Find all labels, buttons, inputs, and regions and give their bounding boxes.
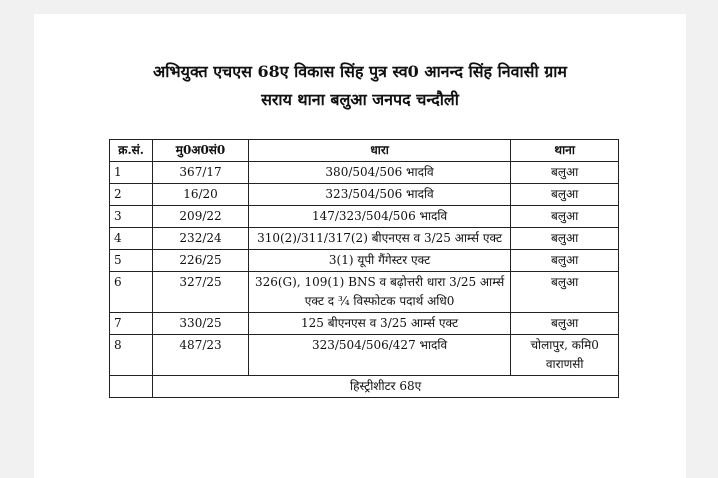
cell-sections: 3(1) यूपी गैंगेस्टर एक्ट <box>248 250 511 272</box>
footer-blank-cell <box>110 376 153 398</box>
cell-police-station: बलुआ <box>511 206 619 228</box>
cell-sections: 147/323/504/506 भादवि <box>248 206 511 228</box>
cell-case-number: 327/25 <box>153 272 249 313</box>
cell-case-number: 209/22 <box>153 206 249 228</box>
cell-case-number: 487/23 <box>153 335 249 376</box>
table-row <box>110 272 619 313</box>
cell-case-number: 232/24 <box>153 228 249 250</box>
table-row <box>110 250 619 272</box>
cell-sections: 125 बीएनएस व 3/25 आर्म्स एक्ट <box>248 313 511 335</box>
cell-sections: 380/504/506 भादवि <box>248 162 511 184</box>
cell-police-station: चोलापुर, कमि0 वाराणसी <box>511 335 619 376</box>
table-row <box>110 313 619 335</box>
table-header-row <box>110 140 619 162</box>
cell-serial-number: 6 <box>110 272 153 313</box>
cell-police-station: बलुआ <box>511 228 619 250</box>
criminal-cases-table <box>109 139 619 398</box>
cell-case-number: 367/17 <box>153 162 249 184</box>
table-row <box>110 206 619 228</box>
table-footer-row <box>110 376 619 398</box>
cell-serial-number: 4 <box>110 228 153 250</box>
cell-police-station: बलुआ <box>511 272 619 313</box>
header-police-station: थाना <box>511 140 619 162</box>
cell-sections: 310(2)/311/317(2) बीएनएस व 3/25 आर्म्स एक्ट <box>248 228 511 250</box>
document-heading <box>34 58 686 114</box>
cell-sections: 323/504/506/427 भादवि <box>248 335 511 376</box>
table-row <box>110 184 619 206</box>
cell-police-station: बलुआ <box>511 313 619 335</box>
heading-line-2: सराय थाना बलुआ जनपद चन्दौली <box>261 90 459 109</box>
heading-line-1: अभियुक्त एचएस 68ए विकास सिंह पुत्र स्व0 आनन्द सिंह निवासी ग्राम <box>153 62 567 81</box>
header-sections: धारा <box>248 140 511 162</box>
cell-case-number: 330/25 <box>153 313 249 335</box>
cell-sections: 326(G), 109(1) BNS व बढ़ोत्तरी धारा 3/25 आर्म्स एक्ट द ¾ विस्फोटक पदार्थ अधि0 <box>248 272 511 313</box>
cell-serial-number: 3 <box>110 206 153 228</box>
cell-sections: 323/504/506 भादवि <box>248 184 511 206</box>
table-row <box>110 162 619 184</box>
history-sheeter-label: हिस्ट्रीशीटर 68ए <box>153 376 619 398</box>
cell-case-number: 16/20 <box>153 184 249 206</box>
header-serial-number: क्र.सं. <box>110 140 153 162</box>
header-case-number: मु0अ0सं0 <box>153 140 249 162</box>
cell-serial-number: 5 <box>110 250 153 272</box>
cell-serial-number: 1 <box>110 162 153 184</box>
cell-police-station: बलुआ <box>511 250 619 272</box>
table-row <box>110 335 619 376</box>
cell-police-station: बलुआ <box>511 184 619 206</box>
document-page <box>34 14 686 478</box>
cell-case-number: 226/25 <box>153 250 249 272</box>
cell-serial-number: 8 <box>110 335 153 376</box>
table-row <box>110 228 619 250</box>
cell-serial-number: 7 <box>110 313 153 335</box>
cell-serial-number: 2 <box>110 184 153 206</box>
cell-police-station: बलुआ <box>511 162 619 184</box>
table-body <box>110 162 619 376</box>
